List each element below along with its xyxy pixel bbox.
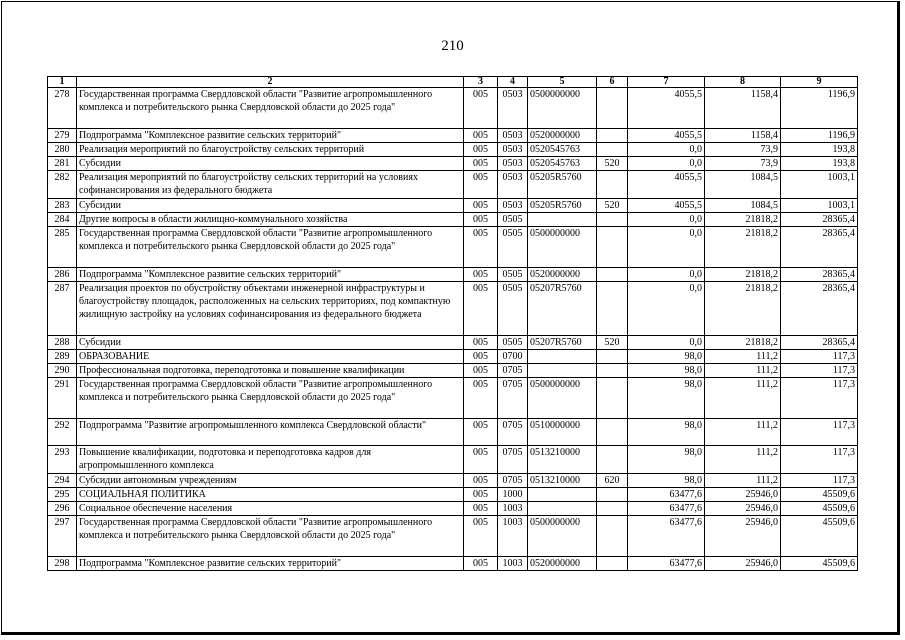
row-number: 281 (48, 157, 77, 171)
row-expense-type (597, 516, 628, 557)
row-section-code: 0505 (498, 227, 528, 268)
header-col-9: 9 (781, 77, 858, 88)
row-amount-col7: 0,0 (628, 212, 705, 226)
table-row (48, 502, 858, 516)
row-target-code: 0520000000 (528, 267, 597, 281)
row-amount-col7: 98,0 (628, 364, 705, 378)
row-expense-type (597, 267, 628, 281)
row-target-code: 0500000000 (528, 516, 597, 557)
table-row (48, 487, 858, 501)
row-number: 293 (48, 446, 77, 473)
row-ministry-code: 005 (464, 171, 498, 198)
row-amount-col9: 117,3 (781, 364, 858, 378)
row-amount-col9: 117,3 (781, 473, 858, 487)
table-row (48, 364, 858, 378)
row-amount-col7: 98,0 (628, 349, 705, 363)
row-expense-type (597, 88, 628, 129)
header-col-2: 2 (77, 77, 464, 88)
header-col-1: 1 (48, 77, 77, 88)
row-ministry-code: 005 (464, 281, 498, 335)
row-expense-type (597, 142, 628, 156)
row-target-code (528, 364, 597, 378)
row-target-code (528, 502, 597, 516)
row-number: 289 (48, 349, 77, 363)
row-amount-col7: 4055,5 (628, 128, 705, 142)
row-target-code: 05207R5760 (528, 335, 597, 349)
row-ministry-code: 005 (464, 157, 498, 171)
row-ministry-code: 005 (464, 212, 498, 226)
row-ministry-code: 005 (464, 502, 498, 516)
row-amount-col9: 1003,1 (781, 198, 858, 212)
row-amount-col8: 111,2 (705, 364, 781, 378)
table-row (48, 281, 858, 335)
row-amount-col8: 111,2 (705, 418, 781, 445)
row-target-code: 05205R5760 (528, 171, 597, 198)
row-name: Повышение квалификации, подготовка и переподготовка кадров для агропромышленного комплекса (77, 446, 464, 473)
table-row (48, 446, 858, 473)
page-number: 210 (441, 38, 464, 54)
header-row (48, 77, 858, 88)
row-amount-col9: 193,8 (781, 142, 858, 156)
row-target-code: 05207R5760 (528, 281, 597, 335)
row-name: СОЦИАЛЬНАЯ ПОЛИТИКА (77, 487, 464, 501)
row-number: 285 (48, 227, 77, 268)
row-expense-type (597, 281, 628, 335)
row-amount-col8: 1084,5 (705, 171, 781, 198)
table-row (48, 556, 858, 570)
row-amount-col7: 63477,6 (628, 502, 705, 516)
row-number: 294 (48, 473, 77, 487)
row-section-code: 0503 (498, 171, 528, 198)
row-amount-col7: 4055,5 (628, 171, 705, 198)
row-amount-col7: 98,0 (628, 378, 705, 419)
row-number: 298 (48, 556, 77, 570)
row-expense-type: 520 (597, 157, 628, 171)
row-target-code: 0500000000 (528, 88, 597, 129)
row-amount-col8: 25946,0 (705, 516, 781, 557)
row-name: Субсидии (77, 198, 464, 212)
row-amount-col8: 21818,2 (705, 267, 781, 281)
table-row (48, 349, 858, 363)
row-amount-col9: 1196,9 (781, 128, 858, 142)
row-section-code: 0705 (498, 418, 528, 445)
row-amount-col7: 4055,5 (628, 88, 705, 129)
row-name: Реализация мероприятий по благоустройству сельских территорий (77, 142, 464, 156)
row-expense-type (597, 364, 628, 378)
row-target-code: 0513210000 (528, 473, 597, 487)
row-target-code: 0510000000 (528, 418, 597, 445)
row-amount-col7: 63477,6 (628, 516, 705, 557)
row-ministry-code: 005 (464, 446, 498, 473)
row-number: 290 (48, 364, 77, 378)
table-row (48, 418, 858, 445)
row-amount-col8: 111,2 (705, 473, 781, 487)
row-number: 295 (48, 487, 77, 501)
table-row (48, 198, 858, 212)
row-ministry-code: 005 (464, 473, 498, 487)
row-expense-type (597, 171, 628, 198)
row-name: Государственная программа Свердловской области "Развитие агропромышленного комплекса и потребительского рынка Свердловской области до 2025 года" (77, 88, 464, 129)
row-amount-col9: 117,3 (781, 349, 858, 363)
row-amount-col9: 117,3 (781, 446, 858, 473)
row-amount-col7: 98,0 (628, 446, 705, 473)
row-target-code: 05205R5760 (528, 198, 597, 212)
table-row (48, 473, 858, 487)
row-target-code: 0520545763 (528, 157, 597, 171)
row-section-code: 0503 (498, 88, 528, 129)
row-expense-type (597, 227, 628, 268)
row-amount-col8: 25946,0 (705, 502, 781, 516)
header-col-4: 4 (498, 77, 528, 88)
row-number: 287 (48, 281, 77, 335)
row-number: 280 (48, 142, 77, 156)
row-ministry-code: 005 (464, 349, 498, 363)
row-number: 279 (48, 128, 77, 142)
row-expense-type (597, 502, 628, 516)
table-row (48, 335, 858, 349)
row-ministry-code: 005 (464, 556, 498, 570)
row-ministry-code: 005 (464, 198, 498, 212)
row-amount-col7: 0,0 (628, 157, 705, 171)
row-amount-col8: 73,9 (705, 142, 781, 156)
row-amount-col7: 63477,6 (628, 487, 705, 501)
row-expense-type (597, 418, 628, 445)
row-number: 286 (48, 267, 77, 281)
row-number: 278 (48, 88, 77, 129)
row-section-code: 0700 (498, 349, 528, 363)
row-ministry-code: 005 (464, 267, 498, 281)
row-section-code: 0505 (498, 281, 528, 335)
row-amount-col7: 63477,6 (628, 556, 705, 570)
row-name: Субсидии автономным учреждениям (77, 473, 464, 487)
row-section-code: 0705 (498, 446, 528, 473)
row-amount-col9: 193,8 (781, 157, 858, 171)
row-expense-type (597, 487, 628, 501)
header-col-7: 7 (628, 77, 705, 88)
row-amount-col9: 28365,4 (781, 227, 858, 268)
table-row (48, 88, 858, 129)
table-row (48, 157, 858, 171)
row-amount-col7: 4055,5 (628, 198, 705, 212)
row-amount-col8: 111,2 (705, 446, 781, 473)
row-number: 282 (48, 171, 77, 198)
row-section-code: 0505 (498, 212, 528, 226)
header-col-8: 8 (705, 77, 781, 88)
row-name: Подпрограмма "Комплексное развитие сельских территорий" (77, 128, 464, 142)
row-section-code: 0503 (498, 157, 528, 171)
row-amount-col9: 1196,9 (781, 88, 858, 129)
row-amount-col7: 0,0 (628, 335, 705, 349)
row-target-code: 0520000000 (528, 128, 597, 142)
header-col-3: 3 (464, 77, 498, 88)
row-expense-type (597, 212, 628, 226)
row-amount-col8: 21818,2 (705, 212, 781, 226)
table-row (48, 267, 858, 281)
table-row (48, 142, 858, 156)
row-amount-col8: 1084,5 (705, 198, 781, 212)
row-ministry-code: 005 (464, 335, 498, 349)
row-section-code: 0505 (498, 267, 528, 281)
row-name: Подпрограмма "Комплексное развитие сельских территорий" (77, 556, 464, 570)
row-target-code (528, 212, 597, 226)
row-target-code: 0520545763 (528, 142, 597, 156)
row-name: Социальное обеспечение населения (77, 502, 464, 516)
row-section-code: 1000 (498, 487, 528, 501)
row-amount-col7: 98,0 (628, 473, 705, 487)
row-number: 297 (48, 516, 77, 557)
row-expense-type (597, 378, 628, 419)
row-ministry-code: 005 (464, 487, 498, 501)
row-target-code: 0500000000 (528, 378, 597, 419)
row-ministry-code: 005 (464, 378, 498, 419)
row-target-code (528, 487, 597, 501)
row-number: 296 (48, 502, 77, 516)
row-name: Государственная программа Свердловской области "Развитие агропромышленного комплекса и потребительского рынка Свердловской области до 2025 года" (77, 227, 464, 268)
table-row (48, 227, 858, 268)
row-number: 291 (48, 378, 77, 419)
row-expense-type: 520 (597, 198, 628, 212)
row-amount-col7: 0,0 (628, 281, 705, 335)
row-amount-col8: 111,2 (705, 349, 781, 363)
row-section-code: 1003 (498, 516, 528, 557)
table-body (48, 88, 858, 571)
row-name: Другие вопросы в области жилищно-коммунального хозяйства (77, 212, 464, 226)
row-number: 288 (48, 335, 77, 349)
row-ministry-code: 005 (464, 418, 498, 445)
row-target-code (528, 349, 597, 363)
row-amount-col7: 0,0 (628, 227, 705, 268)
row-expense-type (597, 349, 628, 363)
row-target-code: 0500000000 (528, 227, 597, 268)
row-number: 292 (48, 418, 77, 445)
table-row (48, 212, 858, 226)
row-amount-col9: 28365,4 (781, 267, 858, 281)
row-amount-col9: 45509,6 (781, 502, 858, 516)
row-amount-col9: 45509,6 (781, 487, 858, 501)
row-ministry-code: 005 (464, 364, 498, 378)
row-target-code: 0520000000 (528, 556, 597, 570)
row-expense-type (597, 556, 628, 570)
row-section-code: 0505 (498, 335, 528, 349)
row-section-code: 0503 (498, 128, 528, 142)
header-col-6: 6 (597, 77, 628, 88)
row-section-code: 0503 (498, 142, 528, 156)
row-amount-col9: 28365,4 (781, 281, 858, 335)
row-ministry-code: 005 (464, 142, 498, 156)
row-name: Реализация проектов по обустройству объектами инженерной инфраструктуры и благоустройству площадок, расположенных на сельских территориях, под компактную жилищную застройку на условиях софинансирования из федерального бюджета (77, 281, 464, 335)
row-name: Субсидии (77, 335, 464, 349)
row-section-code: 0503 (498, 198, 528, 212)
row-amount-col8: 1158,4 (705, 88, 781, 129)
header-col-5: 5 (528, 77, 597, 88)
row-expense-type: 620 (597, 473, 628, 487)
row-amount-col8: 111,2 (705, 378, 781, 419)
row-expense-type (597, 128, 628, 142)
table-row (48, 171, 858, 198)
table-row (48, 128, 858, 142)
row-amount-col8: 1158,4 (705, 128, 781, 142)
table-row (48, 378, 858, 419)
row-name: Реализация мероприятий по благоустройству сельских территорий на условиях софинансирования из федерального бюджета (77, 171, 464, 198)
table-row (48, 516, 858, 557)
row-amount-col8: 73,9 (705, 157, 781, 171)
row-name: Подпрограмма "Развитие агропромышленного комплекса Свердловской области" (77, 418, 464, 445)
row-name: ОБРАЗОВАНИЕ (77, 349, 464, 363)
row-section-code: 0705 (498, 378, 528, 419)
row-amount-col9: 117,3 (781, 378, 858, 419)
row-expense-type (597, 446, 628, 473)
row-amount-col9: 28365,4 (781, 335, 858, 349)
row-ministry-code: 005 (464, 227, 498, 268)
row-name: Государственная программа Свердловской области "Развитие агропромышленного комплекса и потребительского рынка Свердловской области до 2025 года" (77, 378, 464, 419)
row-section-code: 1003 (498, 502, 528, 516)
row-amount-col8: 21818,2 (705, 335, 781, 349)
row-ministry-code: 005 (464, 88, 498, 129)
row-section-code: 0705 (498, 364, 528, 378)
row-amount-col9: 28365,4 (781, 212, 858, 226)
row-amount-col8: 25946,0 (705, 556, 781, 570)
row-amount-col9: 45509,6 (781, 516, 858, 557)
row-amount-col7: 0,0 (628, 142, 705, 156)
row-name: Профессиональная подготовка, переподготовка и повышение квалификации (77, 364, 464, 378)
row-name: Субсидии (77, 157, 464, 171)
row-amount-col8: 25946,0 (705, 487, 781, 501)
row-amount-col9: 45509,6 (781, 556, 858, 570)
row-amount-col8: 21818,2 (705, 227, 781, 268)
row-amount-col8: 21818,2 (705, 281, 781, 335)
row-number: 284 (48, 212, 77, 226)
row-target-code: 0513210000 (528, 446, 597, 473)
row-name: Государственная программа Свердловской области "Развитие агропромышленного комплекса и потребительского рынка Свердловской области до 2025 года" (77, 516, 464, 557)
row-amount-col7: 0,0 (628, 267, 705, 281)
budget-table (47, 76, 858, 571)
row-amount-col9: 117,3 (781, 418, 858, 445)
row-amount-col9: 1003,1 (781, 171, 858, 198)
row-ministry-code: 005 (464, 516, 498, 557)
row-number: 283 (48, 198, 77, 212)
row-expense-type: 520 (597, 335, 628, 349)
row-section-code: 1003 (498, 556, 528, 570)
row-name: Подпрограмма "Комплексное развитие сельских территорий" (77, 267, 464, 281)
row-amount-col7: 98,0 (628, 418, 705, 445)
row-section-code: 0705 (498, 473, 528, 487)
row-ministry-code: 005 (464, 128, 498, 142)
